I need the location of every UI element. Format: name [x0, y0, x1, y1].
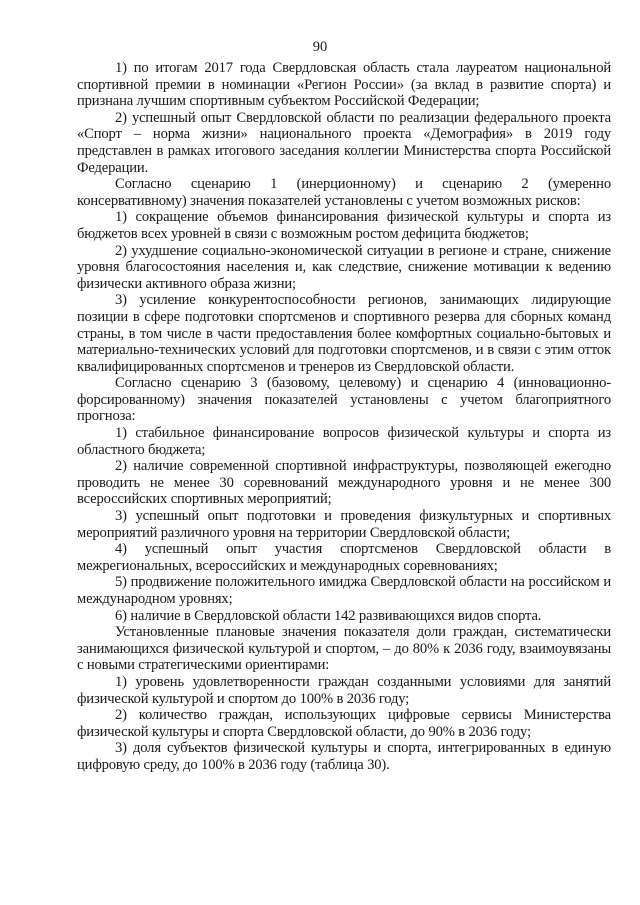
paragraph-scenarios-3-4-intro: Согласно сценарию 3 (базовому, целевому) и сценарию 4 (инновационно-форсированному) значения показателей установлены с учетом благоприятного прогноза:	[77, 375, 611, 425]
paragraph-sport-norm-project: 2) успешный опыт Свердловской области по реализации федерального проекта «Спорт – норма жизни» национального проекта «Демография» в 2019 году представлен в рамках итогового заседания коллегии Министерства спорта Российской Федерации.	[77, 109, 611, 176]
document-body	[77, 60, 611, 774]
paragraph-favorable-athletes: 4) успешный опыт участия спортсменов Свердловской области в межрегиональных, всероссийских и международных соревнованиях;	[77, 541, 611, 574]
paragraph-risk-economy: 2) ухудшение социально-экономической ситуации в регионе и стране, снижение уровня благосостояния населения и, как следствие, снижение мотивации к ведению физически активного образа жизни;	[77, 242, 611, 292]
paragraph-favorable-image: 5) продвижение положительного имиджа Свердловской области на российском и международном уровнях;	[77, 574, 611, 607]
paragraph-target-digital-environment: 3) доля субъектов физической культуры и спорта, интегрированных в единую цифровую среду, до 100% в 2036 году (таблица 30).	[77, 740, 611, 773]
paragraph-favorable-funding: 1) стабильное финансирование вопросов физической культуры и спорта из областного бюджета;	[77, 425, 611, 458]
paragraph-scenarios-1-2-intro: Согласно сценарию 1 (инерционному) и сценарию 2 (умеренно консервативному) значения показателей установлены с учетом возможных рисков:	[77, 176, 611, 209]
paragraph-favorable-sports-count: 6) наличие в Свердловской области 142 развивающихся видов спорта.	[115, 607, 542, 624]
paragraph-target-values-intro: Установленные плановые значения показателя доли граждан, систематически занимающихся физической культурой и спортом, – до 80% к 2036 году, взаимоувязаны с новыми стратегическими ориентирами:	[77, 624, 611, 674]
paragraph-risk-funding: 1) сокращение объемов финансирования физической культуры и спорта из бюджетов всех уровней в связи с возможным ростом дефицита бюджетов;	[77, 209, 611, 242]
paragraph-target-satisfaction: 1) уровень удовлетворенности граждан созданными условиями для занятий физической культурой и спортом до 100% в 2036 году;	[77, 673, 611, 707]
paragraph-favorable-infrastructure: 2) наличие современной спортивной инфраструктуры, позволяющей ежегодно проводить не менее 30 соревнований международного уровня и не менее 300 всероссийских спортивных мероприятий;	[77, 458, 611, 508]
paragraph-favorable-events: 3) успешный опыт подготовки и проведения физкультурных и спортивных мероприятий различного уровня на территории Свердловской области;	[77, 508, 611, 541]
page-number: 90	[312, 39, 328, 55]
paragraph-award: 1) по итогам 2017 года Свердловская область стала лауреатом национальной спортивной премии в номинации «Регион России» (за вклад в развитие спорта) и признана лучшим спортивным субъектом Российской Федерации;	[77, 60, 611, 110]
paragraph-risk-competition: 3) усиление конкурентоспособности регионов, занимающих лидирующие позиции в сфере подготовки спортсменов и спортивного резерва для сборных команд страны, в том числе в части предоставления более комфортных социально-бытовых и материально-технических условий для подготовки спортсменов, и в связи с этим отток квалифицированных спортсменов и тренеров из Свердловской области.	[77, 292, 611, 375]
paragraph-target-digital-services: 2) количество граждан, использующих цифровые сервисы Министерства физической культуры и спорта Свердловской области, до 90% в 2036 году;	[77, 707, 611, 740]
